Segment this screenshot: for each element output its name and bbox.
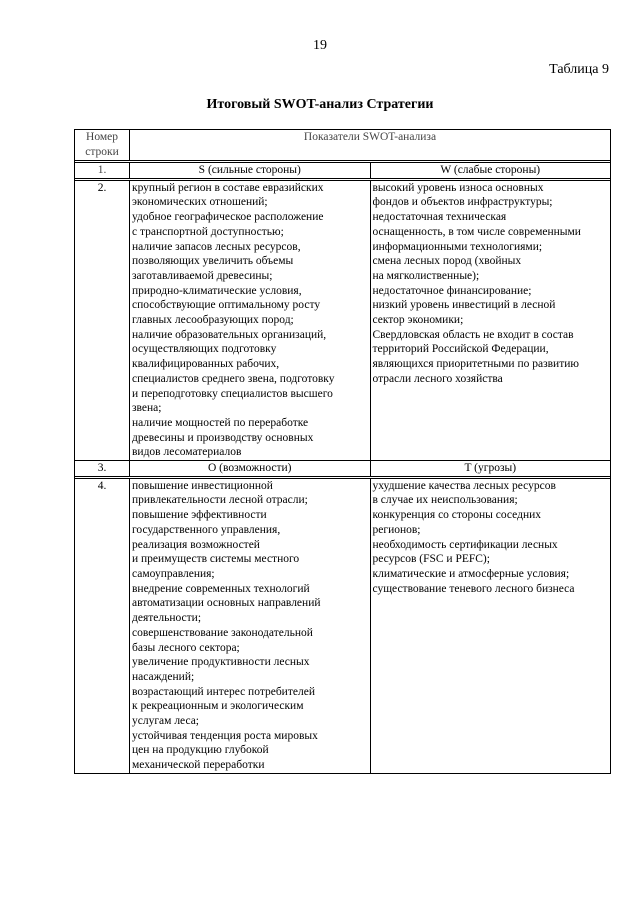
threat-item: ухудшение качества лесных ресурсов (372, 479, 556, 492)
strength-item: удобное географическое расположение (132, 211, 324, 224)
threat-item: конкуренция со стороны соседних (372, 509, 542, 522)
opportunity-item: и преимуществ системы местного (132, 553, 300, 566)
header-indicators: Показатели SWOT-анализа (130, 130, 611, 161)
weakness-item: смена лесных пород (хвойных (372, 255, 522, 268)
strength-item: квалифицированных рабочих, (132, 358, 280, 371)
strengths-list (130, 180, 371, 460)
table-label: Таблица 9 (549, 62, 609, 77)
header-row-number (75, 130, 130, 161)
opportunity-item: базы лесного сектора; (132, 641, 240, 654)
opportunity-item: внедрение современных технологий (132, 582, 310, 595)
weakness-item: низкий уровень инвестиций в лесной (372, 299, 556, 312)
strength-item: наличие мощностей по переработке (132, 416, 309, 429)
weakness-item: информационными технологиями; (372, 240, 543, 253)
opportunity-item: насаждений; (132, 670, 195, 683)
opportunity-item: реализация возможностей (132, 538, 260, 551)
row-3 (75, 461, 611, 477)
opportunity-item: увеличение продуктивности лесных (132, 656, 310, 669)
threat-item: существование теневого лесного бизнеса (372, 582, 575, 595)
strength-item: наличие запасов лесных ресурсов, (132, 240, 301, 253)
strength-item: позволяющих увеличить объемы (132, 255, 294, 268)
opportunity-item: повышение эффективности (132, 509, 267, 522)
row-number: 4. (75, 478, 130, 773)
threat-item: необходимость сертификации лесных (372, 538, 558, 551)
strength-item: способствующие оптимальному росту (132, 299, 321, 312)
opportunity-item: механической переработки (132, 759, 265, 772)
opportunity-item: деятельности; (132, 612, 202, 625)
threat-item: в случае их неиспользования; (372, 494, 518, 507)
weakness-item: сектор экономики; (372, 314, 464, 327)
threat-item: ресурсов (FSC и PEFC); (372, 553, 490, 566)
weakness-item: территорий Российской Федерации, (372, 343, 549, 356)
document-title: Итоговый SWOT-анализ Стратегии (206, 97, 434, 112)
opportunity-item: устойчивая тенденция роста мировых (132, 729, 318, 742)
strength-item: звена; (132, 402, 162, 415)
weakness-item: Свердловская область не входит в состав (372, 328, 574, 341)
opportunity-item: услугам леса; (132, 715, 199, 728)
weaknesses-list (370, 180, 611, 460)
row-4 (75, 478, 611, 773)
strength-item: осуществляющих подготовку (132, 343, 277, 356)
weakness-item: оснащенность, в том числе современными (372, 225, 581, 238)
row-number: 2. (75, 180, 130, 460)
opportunity-item: автоматизации основных направлений (132, 597, 321, 610)
table-header-row (75, 130, 611, 161)
weaknesses-heading: W (слабые стороны) (370, 163, 611, 179)
strength-item: крупный регион в составе евразийских (132, 181, 324, 194)
weakness-item: отрасли лесного хозяйства (372, 372, 503, 385)
strength-item: природно-климатические условия, (132, 284, 302, 297)
weakness-item: высокий уровень износа основных (372, 181, 544, 194)
threats-heading: T (угрозы) (370, 461, 611, 477)
strength-item: специалистов среднего звена, подготовку (132, 372, 335, 385)
opportunity-item: возрастающий интерес потребителей (132, 685, 315, 698)
threat-item: климатические и атмосферные условия; (372, 567, 570, 580)
row-1 (75, 163, 611, 179)
strength-item: древесины и производству основных (132, 431, 314, 444)
opportunity-item: повышение инвестиционной (132, 479, 273, 492)
header-row-number-line: строки (85, 145, 119, 158)
opportunities-heading: O (возможности) (130, 461, 371, 477)
weakness-item: на мягколиственные); (372, 269, 480, 282)
swot-table (74, 129, 611, 774)
header-row-number-line: Номер (86, 131, 118, 143)
strength-item: видов лесоматериалов (132, 446, 242, 459)
row-number: 1. (75, 163, 130, 179)
row-2 (75, 180, 611, 460)
threat-item: регионов; (372, 523, 421, 536)
strength-item: с транспортной доступностью; (132, 225, 284, 238)
weakness-item: недостаточное финансирование; (372, 284, 532, 297)
opportunity-item: совершенствование законодательной (132, 626, 313, 639)
opportunity-item: привлекательности лесной отрасли; (132, 494, 308, 507)
strength-item: экономических отношений; (132, 196, 268, 209)
weakness-item: являющихся приоритетными по развитию (372, 358, 579, 371)
opportunities-list (130, 478, 371, 773)
strength-item: и переподготовку специалистов высшего (132, 387, 333, 400)
strength-item: заготавливаемой древесины; (132, 269, 273, 282)
weakness-item: недостаточная техническая (372, 211, 507, 224)
strengths-heading: S (сильные стороны) (130, 163, 371, 179)
opportunity-item: государственного управления, (132, 523, 281, 536)
threats-list (370, 478, 611, 773)
row-number: 3. (75, 461, 130, 477)
strength-item: главных лесообразующих пород; (132, 314, 294, 327)
strength-item: наличие образовательных организаций, (132, 328, 327, 341)
opportunity-item: к рекреационным и экологическим (132, 700, 304, 713)
opportunity-item: цен на продукцию глубокой (132, 744, 269, 757)
opportunity-item: самоуправления; (132, 567, 215, 580)
page-number: 19 (313, 38, 327, 53)
weakness-item: фондов и объектов инфраструктуры; (372, 196, 553, 209)
